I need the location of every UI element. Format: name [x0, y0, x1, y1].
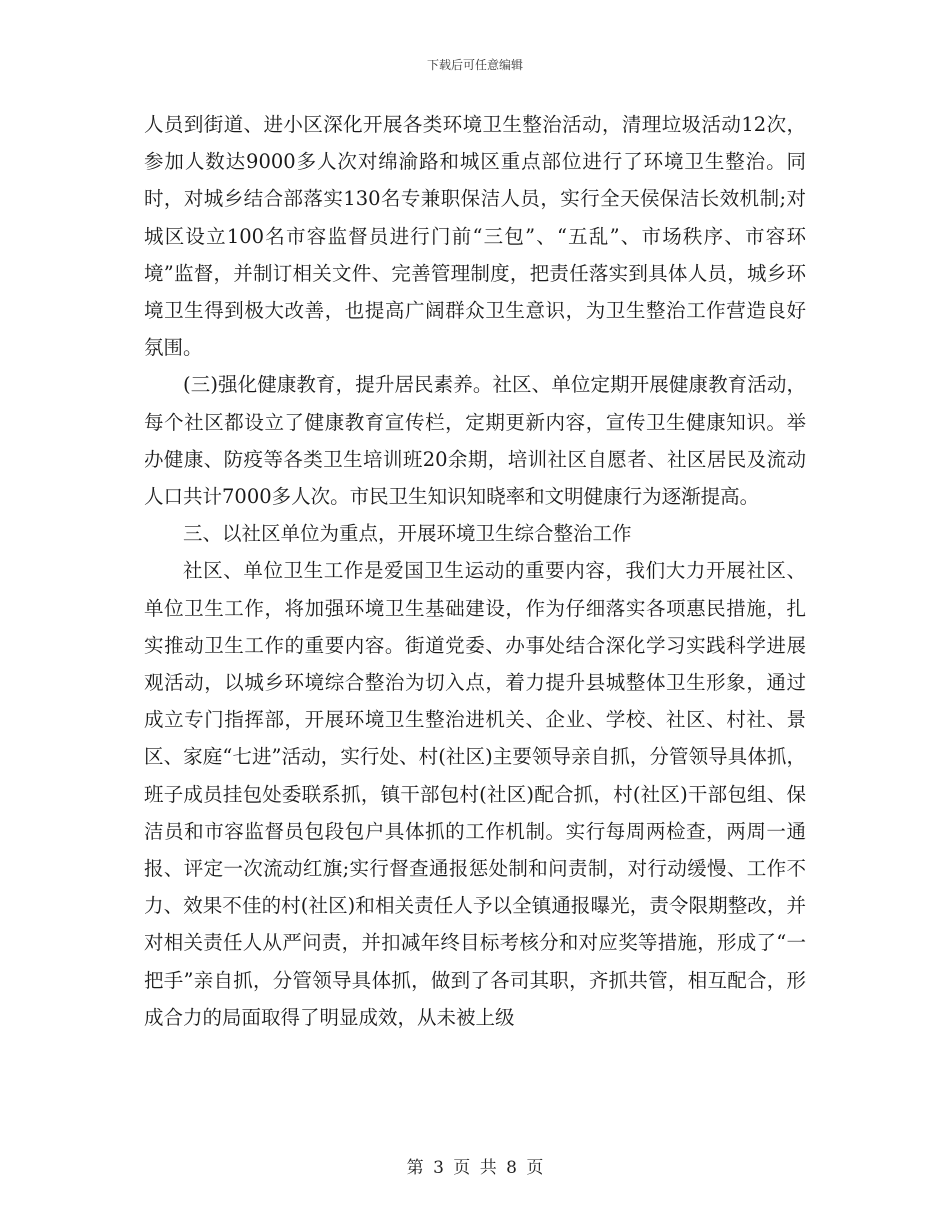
- paragraph-health-education: (三)强化健康教育，提升居民素养。社区、单位定期开展健康教育活动，每个社区都设立了健康教育宣传栏，定期更新内容，宣传卫生健康知识。举办健康、防疫等各类卫生培训班20余期，培训社区自愿者、社区居民及流动人口共计7000多人次。市民卫生知识知晓率和文明健康行为逐渐提高。: [144, 373, 806, 509]
- section-heading-community-units: 三、以社区单位为重点，开展环境卫生综合整治工作: [183, 522, 632, 546]
- page-header-note: 下载后可任意编辑: [426, 58, 523, 72]
- document-body: [144, 106, 806, 1036]
- paragraph-sanitation-activities: 人员到街道、进小区深化开展各类环境卫生整治活动，清理垃圾活动12次，参加人数达9000多人次对绵渝路和城区重点部位进行了环境卫生整治。同时，对城乡结合部落实130名专兼职保洁人员，实行全天侯保洁长效机制;对城区设立100名市容监督员进行门前“三包”、“五乱”、市场秩序、市容环境”监督，并制订相关文件、完善管理制度，把责任落实到具体人员，城乡环境卫生得到极大改善，也提高广阔群众卫生意识，为卫生整治工作营造良好氛围。: [144, 113, 806, 360]
- paragraph-community-work: 社区、单位卫生工作是爱国卫生运动的重要内容，我们大力开展社区、单位卫生工作，将加强环境卫生基础建设，作为仔细落实各项惠民措施，扎实推动卫生工作的重要内容。街道党委、办事处结合深化学习实践科学进展观活动，以城乡环境综合整治为切入点，着力提升县城整体卫生形象，通过成立专门指挥部，开展环境卫生整治进机关、企业、学校、社区、村社、景区、家庭“七进”活动，实行处、村(社区)主要领导亲自抓，分管领导具体抓，班子成员挂包处委联系抓，镇干部包村(社区)配合抓，村(社区)干部包组、保洁员和市容监督员包段包户具体抓的工作机制。实行每周两检查，两周一通报、评定一次流动红旗;实行督查通报惩处制和问责制，对行动缓慢、工作不力、效果不佳的村(社区)和相关责任人予以全镇通报曝光，责令限期整改，并对相关责任人从严问责，并扣减年终目标考核分和对应奖等措施，形成了“一把手”亲自抓，分管领导具体抓，做到了各司其职，齐抓共管，相互配合，形成合力的局面取得了明显成效，从未被上级: [144, 559, 806, 1029]
- page-number-footer: 第 3 页 共 8 页: [406, 1158, 544, 1178]
